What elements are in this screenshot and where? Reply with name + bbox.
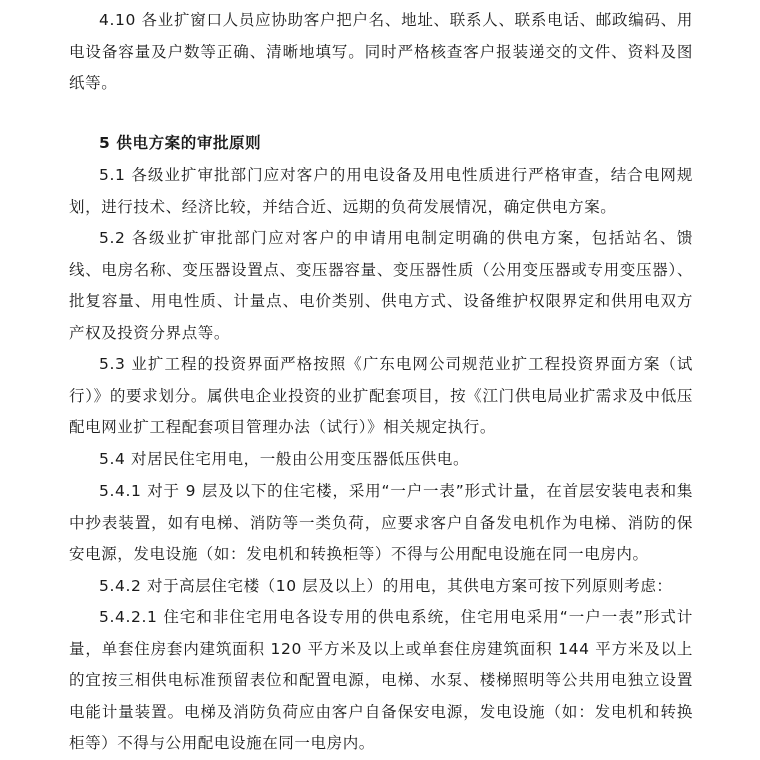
section-5-3: 5.3 业扩工程的投资界面严格按照《广东电网公司规范业扩工程投资界面方案（试行）》的要求划分。属供电企业投资的业扩配套项目，按《江门供电局业扩需求及中低压配电网业扩工程配套项目管理办法（试行）》相关规定执行。 xyxy=(69,355,693,436)
section-5-2: 5.2 各级业扩审批部门应对客户的申请用电制定明确的供电方案，包括站名、馈线、电房名称、变压器设置点、变压器容量、变压器性质（公用变压器或专用变压器）、批复容量、用电性质、计量点、电价类别、供电方式、设备维护权限界定和供用电双方产权及投资分界点等。 xyxy=(69,229,693,342)
section-5-4-2: 5.4.2 对于高层住宅楼（10 层及以上）的用电，其供电方案可按下列原则考虑： xyxy=(99,577,673,595)
section-5-4-1: 5.4.1 对于 9 层及以下的住宅楼，采用“一户一表”形式计量，在首层安装电表和集中抄表装置，如有电梯、消防等一类负荷，应要求客户自备发电机作为电梯、消防的保安电源，发电设施（如：发电机和转换柜等）不得与公用配电设施在同一电房内。 xyxy=(69,482,693,563)
section-5-1: 5.1 各级业扩审批部门应对客户的用电设备及用电性质进行严格审查，结合电网规划，进行技术、经济比较，并结合近、远期的负荷发展情况，确定供电方案。 xyxy=(69,166,693,216)
section-5-title: 5 供电方案的审批原则 xyxy=(99,134,262,152)
section-4-10: 4.10 各业扩窗口人员应协助客户把户名、地址、联系人、联系电话、邮政编码、用电设备容量及户数等正确、清晰地填写。同时严格核查客户报装递交的文件、资料及图纸等。 xyxy=(69,11,693,92)
section-5-4-2-1: 5.4.2.1 住宅和非住宅用电各设专用的供电系统，住宅用电采用“一户一表”形式计量，单套住房套内建筑面积 120 平方米及以上或单套住房建筑面积 144 平方米及以上的宜按三相供电标准预留表位和配置电源，电梯、水泵、楼梯照明等公共用电独立设置电能计量装置。电梯及消防负荷应由客户自备保安电源，发电设施（如：发电机和转换柜等）不得与公用配电设施在同一电房内。 xyxy=(69,608,693,752)
section-5-4: 5.4 对居民住宅用电，一般由公用变压器低压供电。 xyxy=(99,450,470,468)
